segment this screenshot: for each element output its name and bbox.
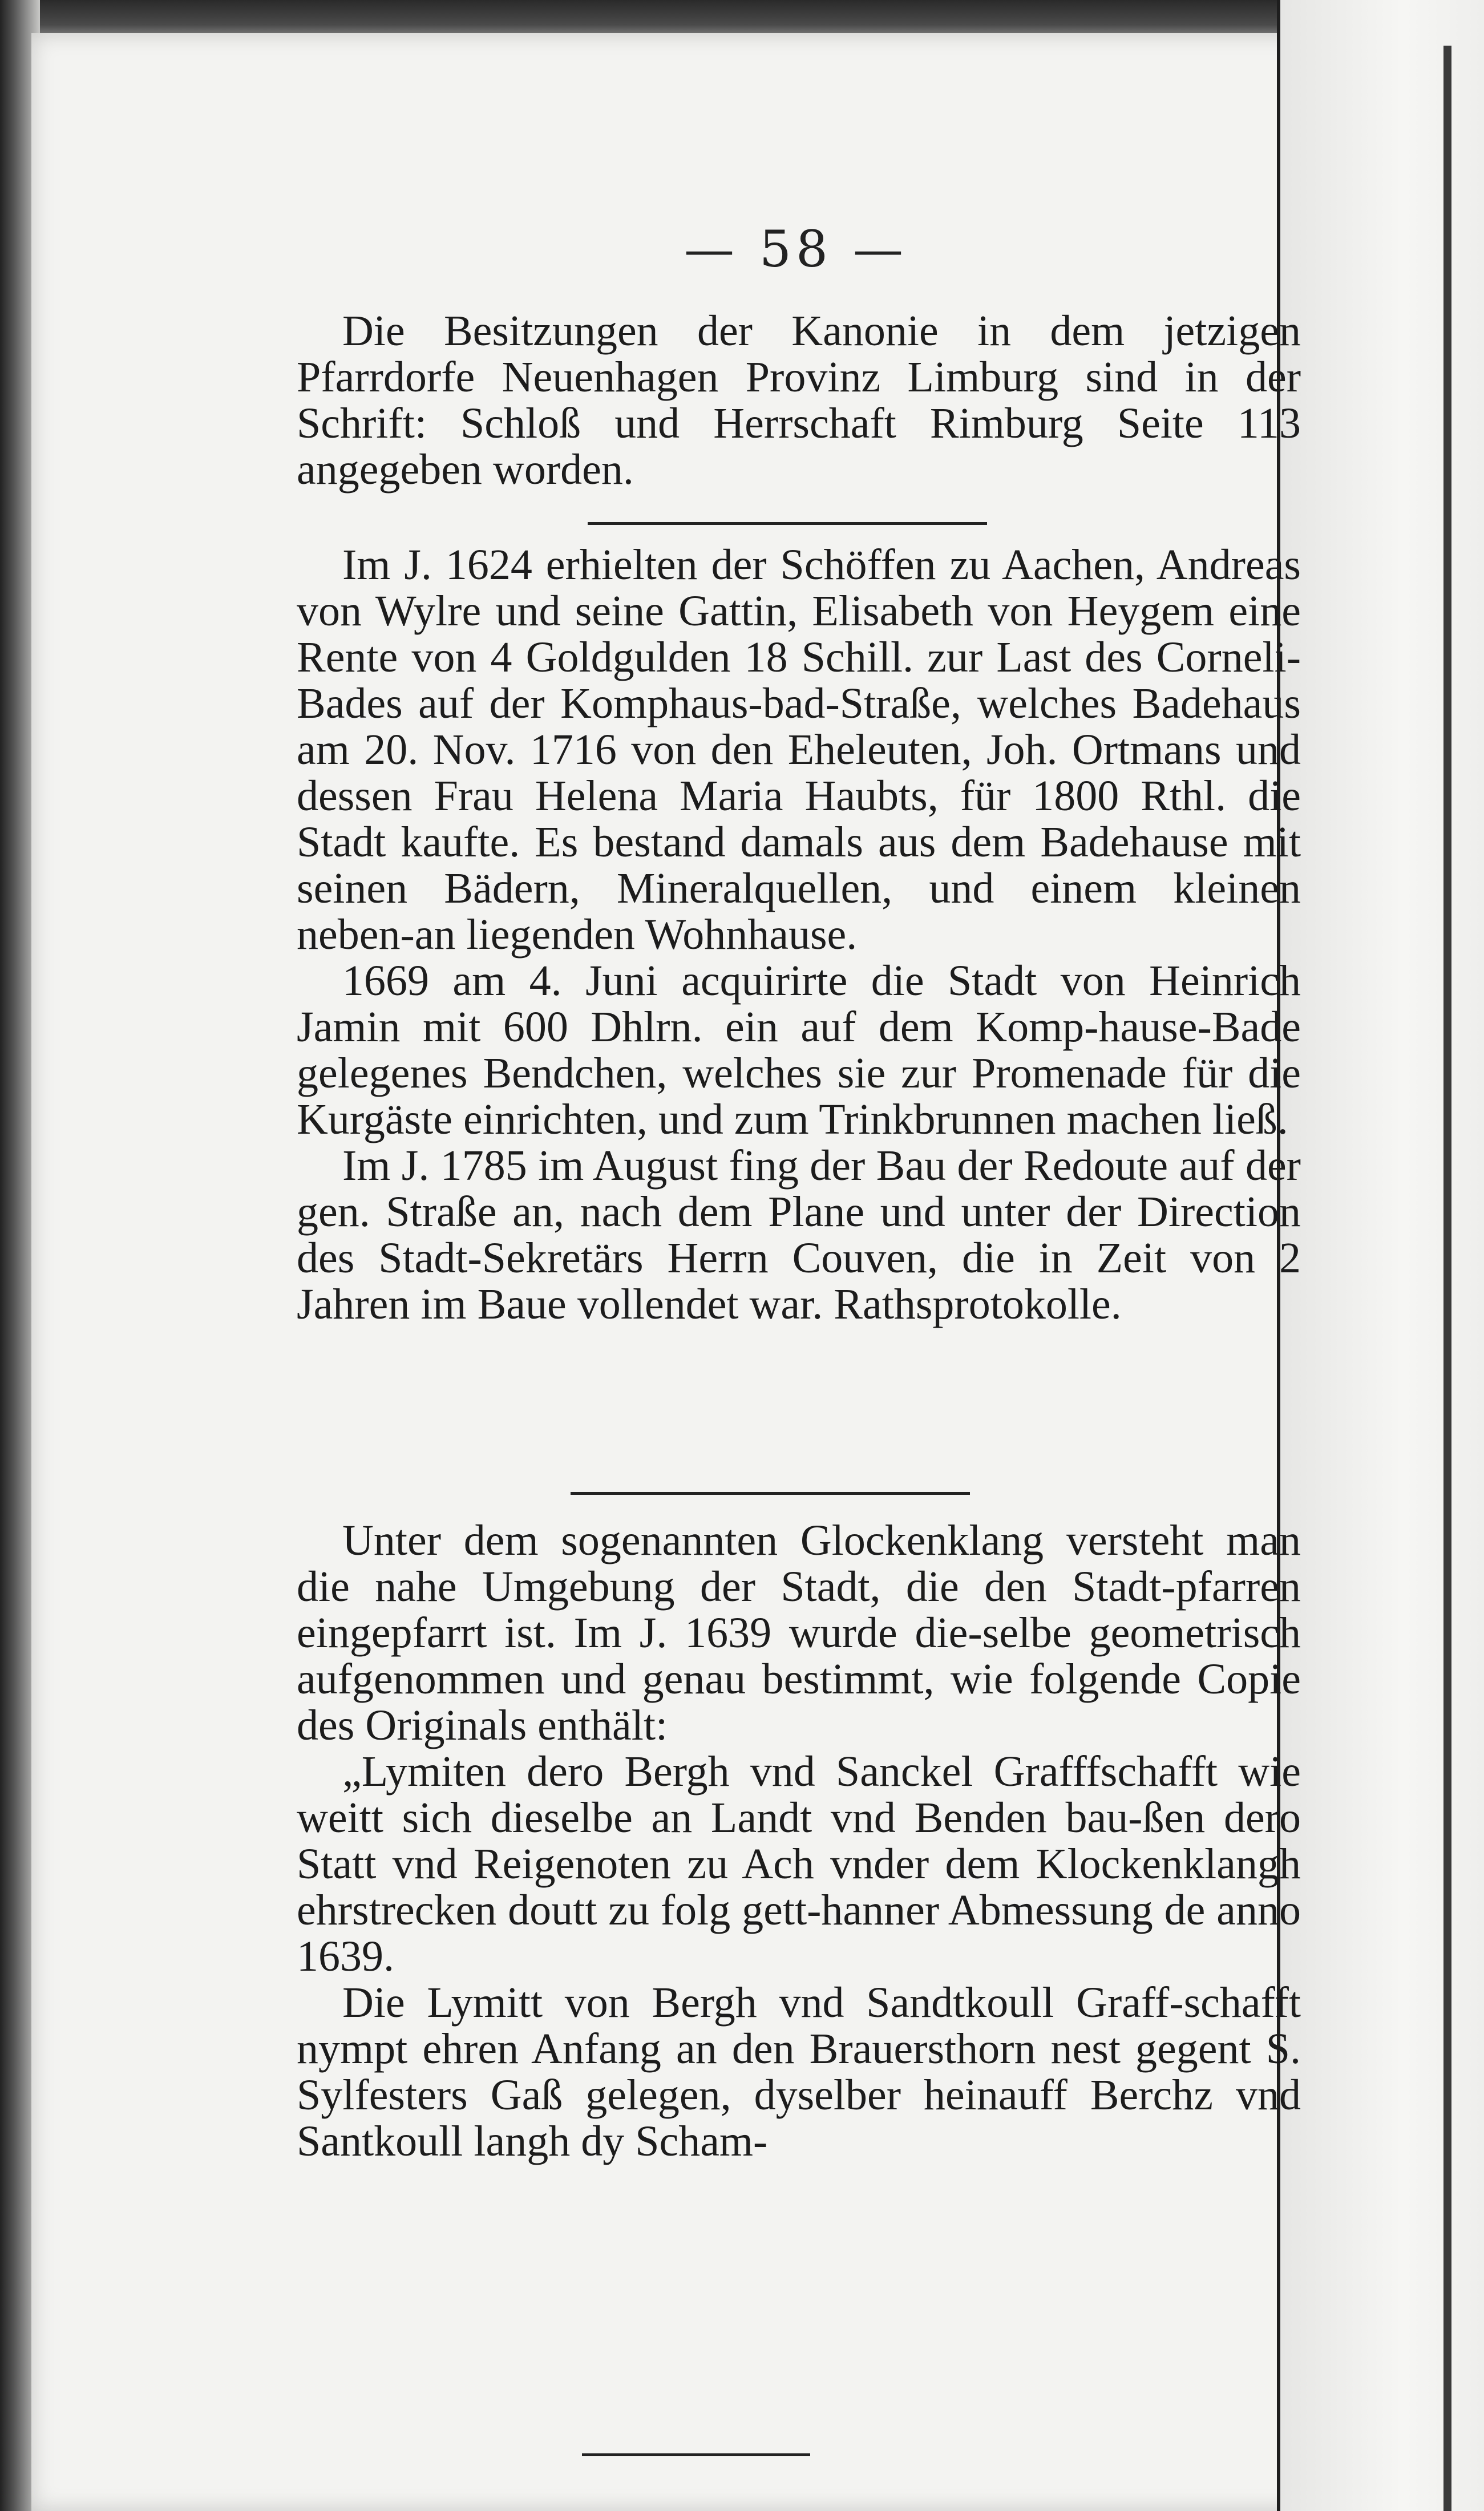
page-right-margin — [1280, 0, 1484, 2511]
paragraph: Die Lymitt von Bergh vnd Sandtkoull Graff-schafft nympt ehren Anfang an den Brauersthorn nest gegent S. Sylfesters Gaß gelegen, dyselber heinauff Berchz vnd Santkoull langh dy Scham- — [297, 1979, 1301, 2165]
paragraph: Im J. 1624 erhielten der Schöffen zu Aachen, Andreas von Wylre und seine Gattin, Elisabeth von Heygem eine Rente von 4 Goldgulden 18 Schill. zur Last des Corneli-Bades auf der Komphaus-bad-Straße, welches Badehaus am 20. Nov. 1716 von den Eheleuten, Joh. Ortmans und dessen Frau Helena Maria Haubts, für 1800 Rthl. die Stadt kaufte. Es bestand damals aus dem Badehause mit seinen Bädern, Mineralquellen, und einem kleinen neben-an liegenden Wohnhause. — [297, 541, 1301, 959]
section-3 — [297, 1518, 1301, 2165]
scan-top-border — [0, 0, 1484, 35]
scan-right-edge — [1443, 46, 1451, 2511]
section-1 — [297, 308, 1301, 493]
page-number: — 58 — — [684, 220, 908, 278]
paragraph: Die Besitzungen der Kanonie in dem jetzigen Pfarrdorfe Neuenhagen Provinz Limburg sind in der Schrift: Schloß und Herrschaft Rimburg Seite 113 angegeben worden. — [297, 307, 1301, 494]
paragraph: „Lymiten dero Bergh vnd Sanckel Grafffschafft wie weitt sich dieselbe an Landt vnd Benden bau-ßen dero Statt vnd Reigenoten zu Ach vnder dem Klockenklangh ehrstrecken doutt zu folg gett-hanner Abmessung de anno 1639. — [297, 1748, 1301, 1980]
section-divider — [571, 1492, 970, 1495]
section-divider — [588, 522, 987, 525]
paragraph: Im J. 1785 im August fing der Bau der Redoute auf der gen. Straße an, nach dem Plane und unter der Direction des Stadt-Sekretärs Herrn Couven, die in Zeit von 2 Jahren im Baue vollendet war. Rathsprotokolle. — [297, 1142, 1301, 1328]
paragraph: Unter dem sogenannten Glockenklang versteht man die nahe Umgebung der Stadt, die den Stadt-pfarren eingepfarrt ist. Im J. 1639 wurde die-selbe geometrisch aufgenommen und genau bestimmt, wie folgende Copie des Originals enthält: — [297, 1517, 1301, 1749]
paragraph: 1669 am 4. Juni acquirirte die Stadt von Heinrich Jamin mit 600 Dhlrn. ein auf dem Komp-hause-Bade gelegenes Bendchen, welches sie zur Promenade für die Kurgäste einrichten, und zum Trinkbrunnen machen ließ. — [297, 957, 1301, 1143]
section-2 — [297, 542, 1301, 1328]
bottom-divider — [582, 2453, 810, 2456]
